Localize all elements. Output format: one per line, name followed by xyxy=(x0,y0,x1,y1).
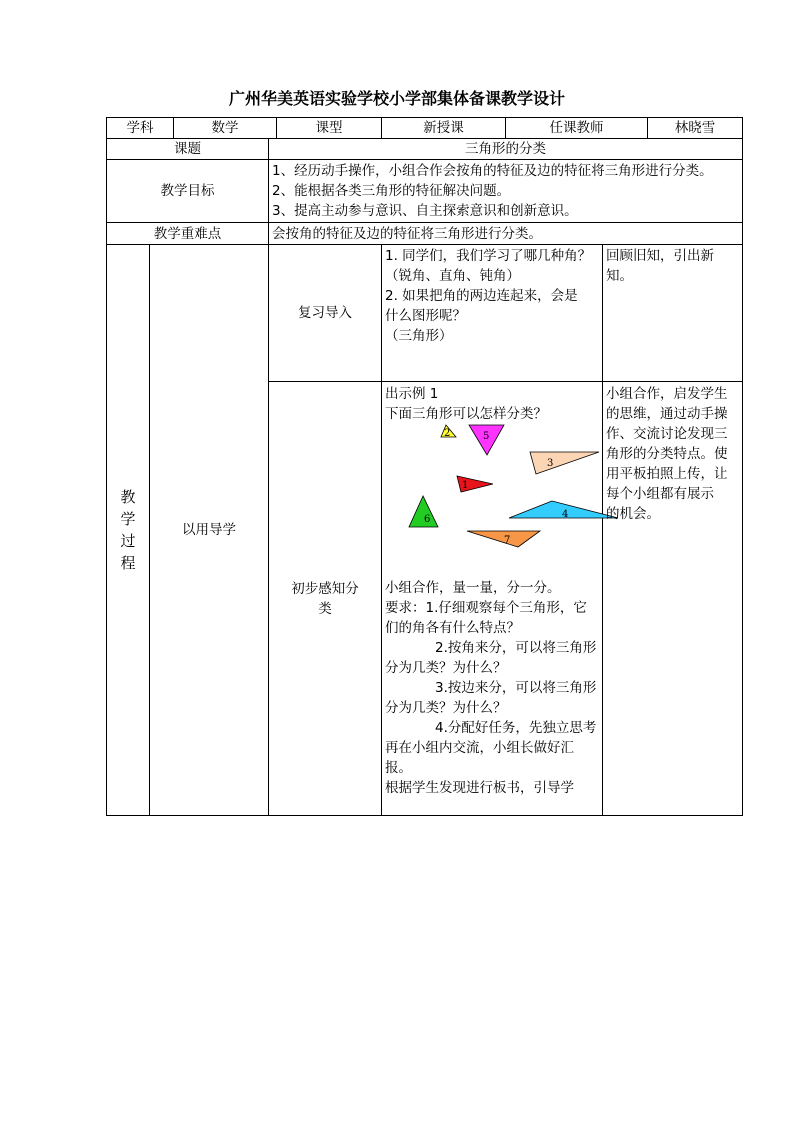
teacher-label: 任课教师 xyxy=(506,118,648,139)
review-line: （三角形） xyxy=(385,328,453,344)
topic-label: 课题 xyxy=(107,139,269,160)
triangle-label: 4 xyxy=(562,509,569,520)
task-line: 分为几类？为什么？ xyxy=(385,700,507,716)
process-label-char: 教 xyxy=(120,488,136,506)
intent-line: 每个小组都有展示 xyxy=(606,486,715,502)
task-line: 3.按边来分，可以将三角形 xyxy=(435,680,597,696)
process-label xyxy=(107,245,150,816)
subject-value: 数学 xyxy=(174,118,277,139)
task-line: 4.分配好任务，先独立思考 xyxy=(435,720,597,736)
intent-line: 用平板拍照上传，让 xyxy=(606,466,728,482)
task-line: 2.按角来分，可以将三角形 xyxy=(435,640,597,656)
focus-label: 教学重难点 xyxy=(107,223,269,245)
triangle-label: 2 xyxy=(444,428,451,439)
intent-line: 角形的分类特点。使 xyxy=(606,446,728,462)
type-label: 课型 xyxy=(277,118,382,139)
goal-item: 3、提高主动参与意识、自主探索意识和创新意识。 xyxy=(272,203,578,219)
goals-content xyxy=(269,160,743,223)
task-line: 报。 xyxy=(385,760,413,776)
explore-intro-line: 出示例 1 xyxy=(385,386,439,402)
header-row xyxy=(107,118,743,139)
explore-intro-line: 下面三角形可以怎样分类？ xyxy=(385,406,548,422)
review-stage: 复习导入 xyxy=(269,245,382,382)
triangle-3 xyxy=(530,452,599,474)
triangle-label: 6 xyxy=(424,514,431,525)
intent-line: 的机会。 xyxy=(606,506,661,522)
task-line: 小组合作，量一量，分一分。 xyxy=(385,580,561,596)
explore-stage-line: 类 xyxy=(318,600,332,617)
explore-stage-line: 初步感知分 xyxy=(291,580,359,597)
triangle-label: 3 xyxy=(547,458,554,469)
task-line: 再在小组内交流，小组长做好汇 xyxy=(385,740,575,756)
triangle-label: 7 xyxy=(504,535,511,546)
goals-label: 教学目标 xyxy=(107,160,269,223)
topic-row xyxy=(107,139,743,160)
goal-item: 2、能根据各类三角形的特征解决问题。 xyxy=(272,183,511,199)
review-line: 什么图形呢？ xyxy=(385,308,467,324)
teaching-method: 以用导学 xyxy=(150,245,269,816)
triangle-label: 1 xyxy=(462,480,469,491)
explore-intent xyxy=(603,382,743,816)
review-line: 1. 同学们，我们学习了哪几种角？ xyxy=(385,248,592,264)
type-value: 新授课 xyxy=(382,118,506,139)
task-line: 们的角各有什么特点？ xyxy=(385,620,521,636)
task-line: 要求：1.仔细观察每个三角形，它 xyxy=(385,600,587,616)
task-line: 分为几类？为什么？ xyxy=(385,660,507,676)
triangles-figure xyxy=(385,424,621,578)
focus-value: 会按角的特征及边的特征将三角形进行分类。 xyxy=(269,223,743,245)
document-title: 广州华美英语实验学校小学部集体备课教学设计 xyxy=(228,89,565,108)
goal-item: 1、经历动手操作，小组合作会按角的特征及边的特征将三角形进行分类。 xyxy=(272,163,713,179)
review-line: （锐角、直角、钝角） xyxy=(385,268,521,284)
topic-value: 三角形的分类 xyxy=(269,139,743,160)
task-line: 根据学生发现进行板书，引导学 xyxy=(385,780,575,796)
subject-label: 学科 xyxy=(107,118,174,139)
process-label-char: 学 xyxy=(120,510,136,528)
explore-stage xyxy=(269,382,382,816)
focus-row xyxy=(107,223,743,245)
process-label-char: 程 xyxy=(120,554,136,572)
review-intent: 回顾旧知，引出新知。 xyxy=(603,245,743,382)
lesson-plan-table xyxy=(106,117,743,816)
triangle-label: 5 xyxy=(483,431,490,442)
process-label-char: 过 xyxy=(120,532,136,550)
intent-line: 的思维，通过动手操 xyxy=(606,406,728,422)
review-content xyxy=(382,245,603,382)
intent-line: 作、交流讨论发现三 xyxy=(606,426,728,442)
explore-content xyxy=(382,382,603,816)
goals-row xyxy=(107,160,743,223)
teacher-value: 林晓雪 xyxy=(648,118,743,139)
intent-line: 小组合作，启发学生 xyxy=(606,386,728,402)
review-row xyxy=(107,245,743,382)
review-line: 2. 如果把角的两边连起来，会是 xyxy=(385,288,578,304)
